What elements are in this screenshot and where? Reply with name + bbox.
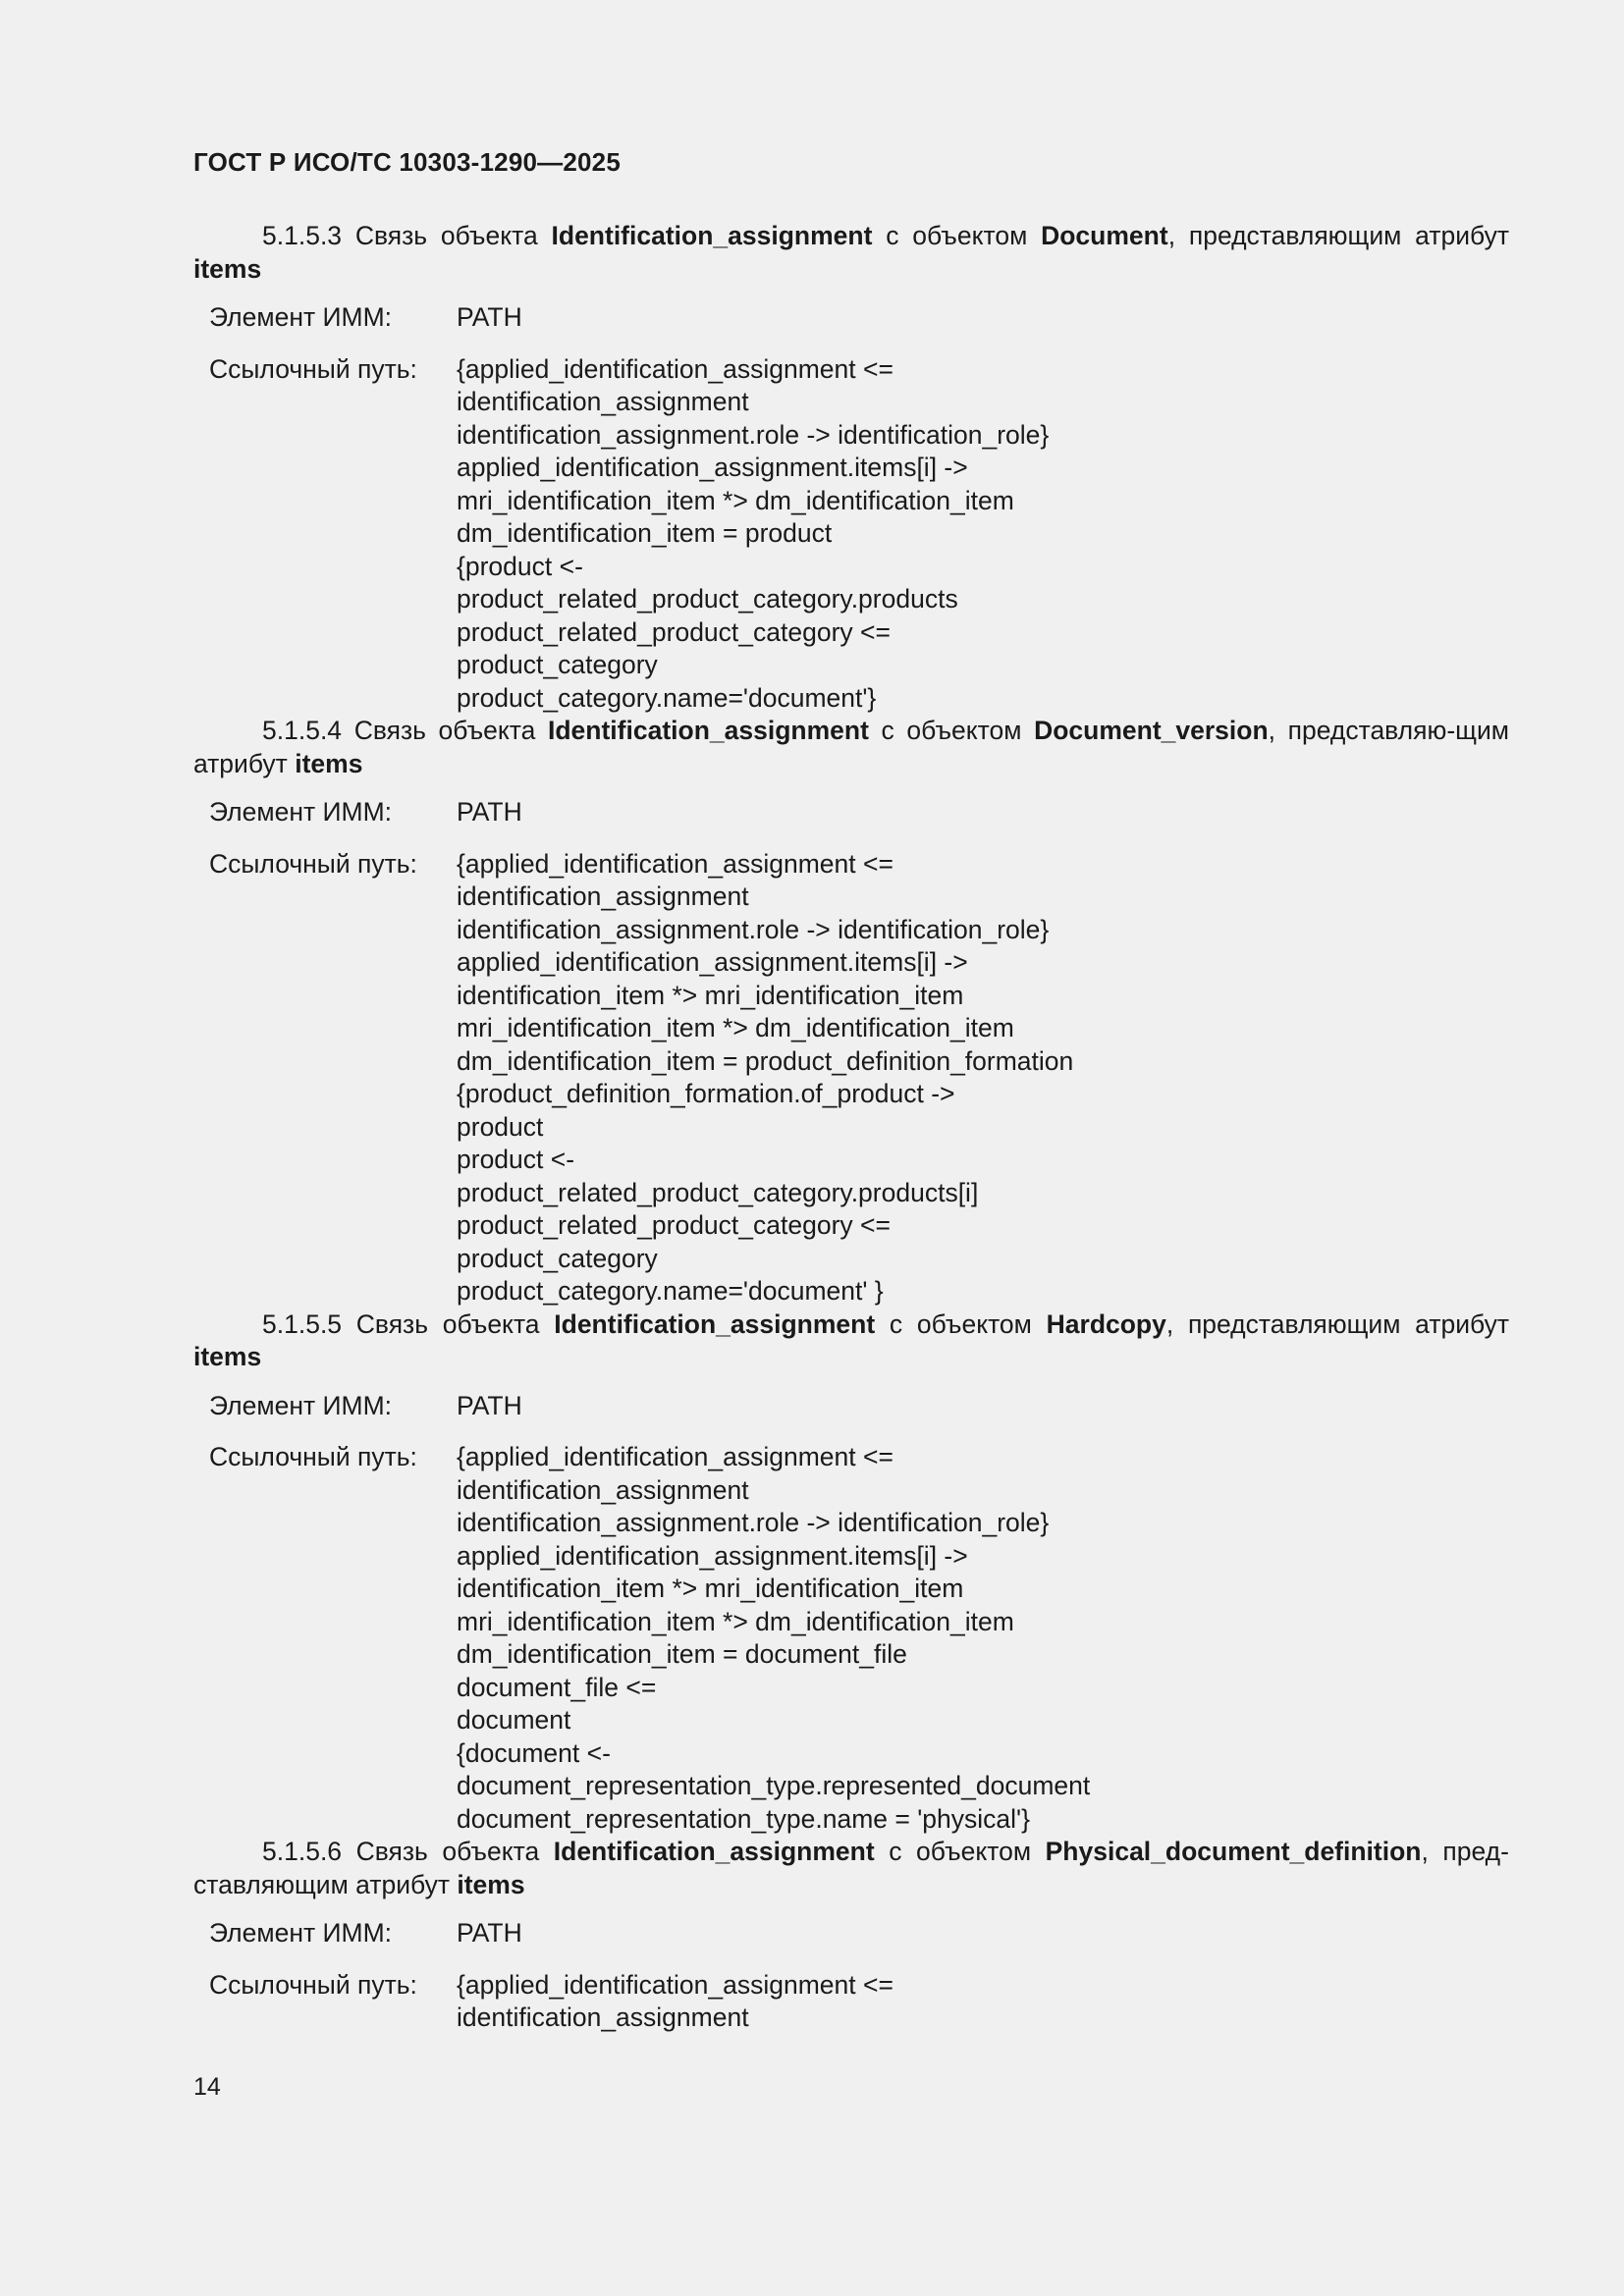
path-value xyxy=(457,848,1509,1308)
attribute-name: items xyxy=(457,1869,525,1899)
heading-text: с объектом xyxy=(889,1308,1032,1339)
path-line: {applied_identification_assignment <= xyxy=(457,848,893,879)
path-line: identification_assignment xyxy=(457,881,749,911)
path-line: product <- xyxy=(457,1145,575,1174)
attribute-name: items xyxy=(295,748,363,778)
path-line: applied_identification_assignment.items[i] -> xyxy=(457,1540,968,1571)
path-line: document_representation_type.name = 'physical'} xyxy=(457,1803,1030,1834)
path-line: dm_identification_item = product_definition_formation xyxy=(457,1045,1074,1076)
element-value: PATH xyxy=(457,1918,522,1948)
path-line: {document <- xyxy=(457,1737,611,1768)
heading-text: с объектом xyxy=(881,716,1022,745)
path-label: Ссылочный путь: xyxy=(209,848,417,879)
object-name: Document xyxy=(1041,221,1168,250)
heading-text: с объектом xyxy=(886,221,1028,250)
path-line: identification_item *> mri_identification_item xyxy=(457,980,964,1010)
section-heading xyxy=(193,1836,1509,1901)
document-body xyxy=(193,220,1509,2035)
page-number: 14 xyxy=(193,2073,221,2101)
path-line: mri_identification_item *> dm_identification_item xyxy=(457,1013,1014,1042)
path-line: product_related_product_category.products xyxy=(457,584,958,614)
path-line: applied_identification_assignment.items[i] -> xyxy=(457,947,968,977)
path-line: document_representation_type.represented_document xyxy=(457,1771,1091,1800)
heading-text: Связь объекта xyxy=(355,1837,540,1866)
section-5-1-5-6 xyxy=(193,1836,1509,2035)
element-row xyxy=(209,301,1509,335)
path-line: {product <- xyxy=(457,551,583,581)
path-line: {applied_identification_assignment <= xyxy=(457,1442,893,1471)
path-line: product_related_product_category.products[i] xyxy=(457,1177,979,1207)
path-line: mri_identification_item *> dm_identification_item xyxy=(457,1606,1014,1636)
path-line: identification_assignment.role -> identification_role} xyxy=(457,914,1050,944)
section-heading xyxy=(193,220,1509,286)
path-row xyxy=(209,848,1509,1308)
element-label: Элемент ИММ: xyxy=(209,302,393,332)
attribute-name: items xyxy=(193,253,262,284)
section-5-1-5-5 xyxy=(193,1308,1509,1837)
heading-text: , представляю-щим атрибут xyxy=(193,716,1509,778)
path-row xyxy=(209,353,1509,716)
path-line: mri_identification_item *> dm_identification_item xyxy=(457,485,1014,515)
heading-text: , пред-ставляющим атрибут xyxy=(193,1837,1509,1899)
path-line: applied_identification_assignment.items[i] -> xyxy=(457,453,968,482)
section-number: 5.1.5.6 xyxy=(262,1837,343,1866)
path-line: product_related_product_category <= xyxy=(457,616,891,647)
heading-text: Связь объекта xyxy=(353,716,536,745)
path-row xyxy=(209,1969,1509,2035)
element-row xyxy=(209,796,1509,829)
heading-text: , представляющим атрибут xyxy=(1165,1308,1509,1339)
path-line: identification_assignment.role -> identification_role} xyxy=(457,419,1050,450)
section-number: 5.1.5.4 xyxy=(262,716,343,745)
section-number: 5.1.5.5 xyxy=(262,1308,343,1339)
section-number: 5.1.5.3 xyxy=(262,221,343,250)
element-value: PATH xyxy=(457,797,522,827)
path-line: dm_identification_item = product xyxy=(457,518,833,548)
path-label: Ссылочный путь: xyxy=(209,1442,417,1471)
heading-text: с объектом xyxy=(889,1837,1032,1866)
path-row xyxy=(209,1441,1509,1836)
element-value: PATH xyxy=(457,1390,522,1420)
path-line: product_related_product_category <= xyxy=(457,1210,891,1240)
path-line: identification_assignment xyxy=(457,1474,749,1505)
element-label: Элемент ИММ: xyxy=(209,1918,393,1948)
path-label: Ссылочный путь: xyxy=(209,353,417,384)
path-line: document xyxy=(457,1705,571,1735)
path-value xyxy=(457,1969,1509,2035)
path-value xyxy=(457,1441,1509,1836)
heading-text: Связь объекта xyxy=(355,1308,540,1339)
object-name: Identification_assignment xyxy=(548,716,869,745)
standard-header: ГОСТ Р ИСО/ТС 10303-1290—2025 xyxy=(193,147,622,177)
section-5-1-5-4 xyxy=(193,715,1509,1308)
path-line: product_category xyxy=(457,1243,658,1273)
object-name: Physical_document_definition xyxy=(1045,1837,1422,1866)
path-value xyxy=(457,353,1509,716)
attribute-name: items xyxy=(193,1342,262,1371)
path-line: identification_assignment xyxy=(457,387,749,416)
path-line: product xyxy=(457,1111,544,1142)
element-row xyxy=(209,1917,1509,1950)
path-line: identification_assignment xyxy=(457,2002,749,2032)
element-value: PATH xyxy=(457,302,522,332)
object-name: Identification_assignment xyxy=(553,1837,875,1866)
path-line: product_category.name='document' } xyxy=(457,1276,884,1306)
object-name: Identification_assignment xyxy=(554,1308,876,1339)
path-line: product_category xyxy=(457,650,658,679)
heading-text: , представляющим атрибут xyxy=(1167,221,1509,250)
path-line: {applied_identification_assignment <= xyxy=(457,1969,893,2000)
object-name: Identification_assignment xyxy=(551,221,873,250)
path-line: document_file <= xyxy=(457,1672,657,1702)
path-line: identification_assignment.role -> identification_role} xyxy=(457,1508,1050,1537)
path-line: {applied_identification_assignment <= xyxy=(457,353,893,384)
heading-text: Связь объекта xyxy=(354,221,538,250)
section-heading xyxy=(193,715,1509,780)
path-label: Ссылочный путь: xyxy=(209,1969,417,2000)
element-label: Элемент ИММ: xyxy=(209,1390,393,1420)
element-label: Элемент ИММ: xyxy=(209,797,393,827)
path-line: {product_definition_formation.of_product -> xyxy=(457,1079,955,1108)
path-line: identification_item *> mri_identification_item xyxy=(457,1574,964,1603)
section-5-1-5-3 xyxy=(193,220,1509,715)
element-row xyxy=(209,1390,1509,1423)
object-name: Hardcopy xyxy=(1046,1308,1166,1339)
section-heading xyxy=(193,1308,1509,1374)
path-line: dm_identification_item = document_file xyxy=(457,1639,907,1669)
path-line: product_category.name='document'} xyxy=(457,682,877,713)
object-name: Document_version xyxy=(1034,716,1269,745)
